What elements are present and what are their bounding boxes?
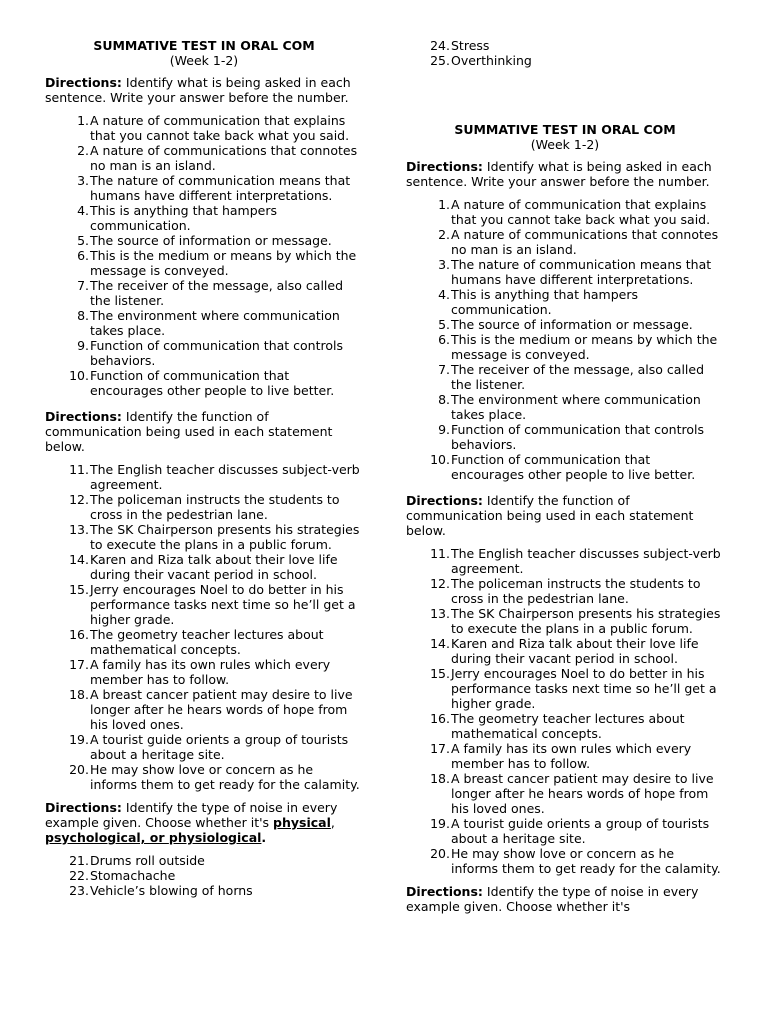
test-week-2: (Week 1-2) bbox=[530, 137, 600, 152]
question-item: 19. A tourist guide orients a group of tourists about a heritage site. bbox=[69, 732, 349, 762]
question-item: 25. Overthinking bbox=[430, 53, 532, 68]
question-item: 9. Function of communication that controls behaviors. bbox=[77, 338, 344, 368]
question-item: 18. A breast cancer patient may desire to live longer after he hears words of hope from his loved ones. bbox=[430, 771, 714, 816]
question-item: 14. Karen and Riza talk about their love life during their vacant period in school. bbox=[69, 552, 338, 582]
question-item: 3. The nature of communication means that humans have different interpretations. bbox=[438, 257, 712, 287]
question-item: 8. The environment where communication takes place. bbox=[77, 308, 340, 338]
question-item: 5. The source of information or message. bbox=[438, 317, 693, 332]
question-item: 22. Stomachache bbox=[69, 868, 176, 883]
directions-1: Directions: Identify what is being asked in each sentence. Write your answer before the number. bbox=[45, 75, 351, 105]
question-list-2-copy bbox=[406, 546, 724, 876]
question-item: 24. Stress bbox=[430, 38, 490, 53]
question-item: 4. This is anything that hampers communication. bbox=[77, 203, 277, 233]
question-item: 20. He may show love or concern as he informs them to get ready for the calamity. bbox=[69, 762, 360, 792]
test-title: SUMMATIVE TEST IN ORAL COM bbox=[93, 38, 315, 53]
question-item: 20. He may show love or concern as he informs them to get ready for the calamity. bbox=[430, 846, 721, 876]
question-item: 15. Jerry encourages Noel to do better in his performance tasks next time so he’ll get a higher grade. bbox=[430, 666, 717, 711]
question-item: 2. A nature of communications that connotes no man is an island. bbox=[77, 143, 358, 173]
question-item: 9. Function of communication that controls behaviors. bbox=[438, 422, 705, 452]
question-item: 1. A nature of communication that explains that you cannot take back what you said. bbox=[77, 113, 350, 143]
question-item: 11. The English teacher discusses subject-verb agreement. bbox=[69, 462, 360, 492]
question-item: 17. A family has its own rules which every member has to follow. bbox=[69, 657, 331, 687]
directions-3-copy: Directions: Identify the type of noise in every example given. Choose whether it's bbox=[406, 884, 699, 914]
question-item: 7. The receiver of the message, also called the listener. bbox=[438, 362, 705, 392]
directions-3: Directions: Identify the type of noise in every example given. Choose whether it's physical, psychological, or physiological. bbox=[45, 800, 338, 845]
question-item: 6. This is the medium or means by which the message is conveyed. bbox=[438, 332, 718, 362]
question-list-1-copy bbox=[406, 197, 724, 482]
question-item: 8. The environment where communication takes place. bbox=[438, 392, 701, 422]
noise-psychological: psychological, or bbox=[45, 830, 169, 845]
question-item: 16. The geometry teacher lectures about mathematical concepts. bbox=[69, 627, 324, 657]
question-item: 19. A tourist guide orients a group of tourists about a heritage site. bbox=[430, 816, 710, 846]
test-week: (Week 1-2) bbox=[169, 53, 239, 68]
question-item: 12. The policeman instructs the students to cross in the pedestrian lane. bbox=[430, 576, 701, 606]
directions-2-copy: Directions: Identify the function of communication being used in each statement below. bbox=[406, 493, 694, 538]
question-item: 10. Function of communication that encourages other people to live better. bbox=[69, 368, 335, 398]
question-list-2 bbox=[45, 462, 363, 792]
question-item: 3. The nature of communication means that humans have different interpretations. bbox=[77, 173, 351, 203]
question-list-3-continued bbox=[406, 38, 724, 68]
right-column bbox=[406, 0, 724, 914]
directions-2: Directions: Identify the function of communication being used in each statement below. bbox=[45, 409, 333, 454]
question-item: 13. The SK Chairperson presents his strategies to execute the plans in a public forum. bbox=[430, 606, 721, 636]
question-item: 5. The source of information or message. bbox=[77, 233, 332, 248]
noise-physical: physical bbox=[273, 815, 331, 830]
question-item: 2. A nature of communications that connotes no man is an island. bbox=[438, 227, 719, 257]
question-item: 15. Jerry encourages Noel to do better in his performance tasks next time so he’ll get a higher grade. bbox=[69, 582, 356, 627]
question-item: 1. A nature of communication that explains that you cannot take back what you said. bbox=[438, 197, 711, 227]
question-list-1 bbox=[45, 113, 363, 398]
question-list-3 bbox=[45, 853, 363, 898]
question-item: 17. A family has its own rules which every member has to follow. bbox=[430, 741, 692, 771]
question-item: 12. The policeman instructs the students to cross in the pedestrian lane. bbox=[69, 492, 340, 522]
left-column bbox=[45, 0, 363, 898]
question-item: 11. The English teacher discusses subject-verb agreement. bbox=[430, 546, 721, 576]
noise-physiological: physiological bbox=[168, 830, 262, 845]
directions-1-copy: Directions: Identify what is being asked in each sentence. Write your answer before the number. bbox=[406, 159, 712, 189]
directions-label: Directions: bbox=[45, 75, 122, 90]
question-item: 13. The SK Chairperson presents his strategies to execute the plans in a public forum. bbox=[69, 522, 360, 552]
question-item: 10. Function of communication that encourages other people to live better. bbox=[430, 452, 696, 482]
question-item: 18. A breast cancer patient may desire to live longer after he hears words of hope from his loved ones. bbox=[69, 687, 353, 732]
question-item: 7. The receiver of the message, also called the listener. bbox=[77, 278, 344, 308]
question-item: 14. Karen and Riza talk about their love life during their vacant period in school. bbox=[430, 636, 699, 666]
question-item: 23. Vehicle’s blowing of horns bbox=[69, 883, 253, 898]
question-item: 16. The geometry teacher lectures about mathematical concepts. bbox=[430, 711, 685, 741]
question-item: 6. This is the medium or means by which the message is conveyed. bbox=[77, 248, 357, 278]
test-title-2: SUMMATIVE TEST IN ORAL COM bbox=[454, 122, 676, 137]
question-item: 4. This is anything that hampers communication. bbox=[438, 287, 638, 317]
question-item: 21. Drums roll outside bbox=[69, 853, 205, 868]
